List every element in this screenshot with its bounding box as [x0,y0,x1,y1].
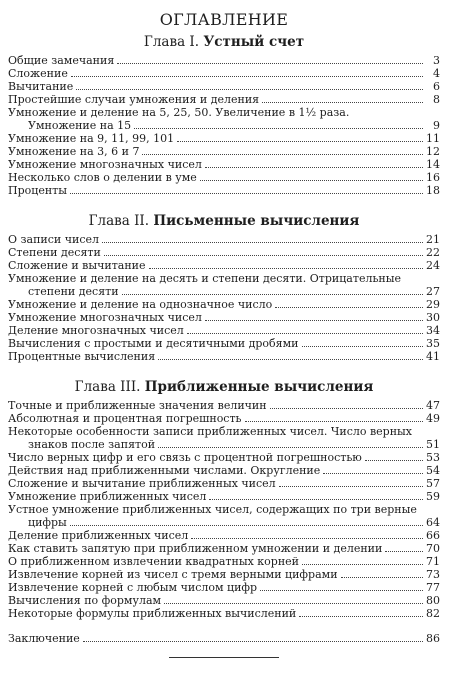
entry-page-number: 30 [426,311,440,324]
dot-leader [323,473,423,474]
chapter-number: Глава II. [88,213,150,229]
entry-text: Деление приближенных чисел [8,529,189,542]
entry-text: Умножение многозначных чисел [8,311,202,324]
entry-page-number: 57 [426,477,440,490]
entry-page-number: 12 [426,145,440,158]
entry-page-number: 66 [426,529,440,542]
toc-entry[interactable] [8,158,440,171]
entry-page-number: 22 [426,246,440,259]
entry-page-number: 3 [433,54,440,67]
dot-leader [341,577,423,578]
toc-entry[interactable] [8,451,440,464]
entry-page-number: 18 [426,184,440,197]
toc-entry[interactable] [8,594,440,607]
entry-text: степени десяти [28,285,119,298]
entry-text-first-line: Умножение и деление на 5, 25, 50. Увеличение в 1½ раза. [8,106,350,119]
toc-entry[interactable] [8,568,440,581]
toc-entry[interactable] [8,607,440,620]
entry-page-number: 49 [426,412,440,425]
entry-page-number: 35 [426,337,440,350]
entry-wrap [8,425,440,451]
chapter-entries [8,233,440,363]
entry-text: О записи чисел [8,233,99,246]
entry-page-number: 86 [426,632,440,645]
dot-leader [302,346,424,347]
conclusion-block [8,632,440,645]
entry-page-number: 82 [426,607,440,620]
dot-leader [205,167,423,168]
entry-page-number: 4 [433,67,440,80]
toc-entry[interactable] [8,145,440,158]
entry-text: Несколько слов о делении в уме [8,171,197,184]
entry-text: Число верных цифр и его связь с процентной погрешностью [8,451,362,464]
entry-page-number: 51 [426,438,440,451]
dot-leader [365,460,423,461]
entry-text-continuation [8,119,440,132]
entry-page-number: 9 [433,119,440,132]
entry-text: цифры [28,516,67,529]
entry-text: Умножение на 3, 6 и 7 [8,145,140,158]
dot-leader [158,359,423,360]
entry-text: Действия над приближенными числами. Округление [8,464,321,477]
chapters-container [8,30,440,620]
entry-page-number: 73 [426,568,440,581]
toc-entry[interactable] [8,132,440,145]
entry-text: Умножение на 9, 11, 99, 101 [8,132,175,145]
toc-entry[interactable] [8,503,440,529]
entry-page-number: 16 [426,171,440,184]
dot-leader [177,141,423,142]
toc-entry[interactable] [8,529,440,542]
entry-text: Общие замечания [8,54,115,67]
entry-page-number: 21 [426,233,440,246]
entry-page-number: 34 [426,324,440,337]
entry-text-continuation [8,285,440,298]
dot-leader [187,333,423,334]
entry-text: Деление многозначных чисел [8,324,184,337]
entry-text: Умножение и деление на однозначное число [8,298,273,311]
entry-text: Как ставить запятую при приближенном умножении и делении [8,542,383,555]
chapter-heading [8,30,440,54]
toc-entry[interactable] [8,542,440,555]
entry-text-first-line: Умножение и деление на десять и степени десяти. Отрицательные [8,272,402,285]
dot-leader [200,180,423,181]
entry-page-number: 47 [426,399,440,412]
toc-entry[interactable] [8,246,440,259]
entry-text: Извлечение корней с любым числом цифр [8,581,258,594]
dot-leader [164,603,423,604]
entry-page-number: 6 [433,80,440,93]
toc-entry[interactable] [8,477,440,490]
toc-entry[interactable] [8,298,440,311]
chapter-name: Устный счет [203,34,305,50]
entry-page-number: 64 [426,516,440,529]
dot-leader [275,307,423,308]
entry-page-number: 11 [426,132,440,145]
entry-text: Сложение и вычитание приближенных чисел [8,477,276,490]
dot-leader [134,128,423,129]
entry-text: знаков после запятой [28,438,156,451]
toc-entry[interactable] [8,259,440,272]
entry-text: Проценты [8,184,68,197]
entry-page-number: 27 [426,285,440,298]
entry-page-number: 53 [426,451,440,464]
chapter-entries [8,399,440,620]
dot-leader [191,538,423,539]
toc-entry[interactable] [8,350,440,363]
chapter-name: Письменные вычисления [153,213,360,229]
toc-entry[interactable] [8,67,440,80]
dot-leader [262,102,423,103]
dot-leader [260,590,423,591]
dot-leader [76,89,423,90]
toc-entry[interactable] [8,412,440,425]
entry-text-continuation [8,516,440,529]
entry-text: Простейшие случаи умножения и деления [8,93,260,106]
toc-entry[interactable] [8,184,440,197]
entry-text: Умножение многозначных чисел [8,158,202,171]
bottom-separator-line [169,657,279,658]
entry-page-number: 14 [426,158,440,171]
chapter-number: Глава III. [74,379,141,395]
toc-entry[interactable] [8,324,440,337]
entry-page-number: 29 [426,298,440,311]
entry-page-number: 80 [426,594,440,607]
dot-leader [104,255,423,256]
entry-text: Некоторые формулы приближенных вычислений [8,607,297,620]
entry-text: О приближенном извлечении квадратных корней [8,555,300,568]
entry-text: Абсолютная и процентная погрешность [8,412,242,425]
entry-text: Точные и приближенные значения величин [8,399,267,412]
chapter-entries [8,54,440,197]
toc-entry[interactable] [8,54,440,67]
toc-entry-conclusion[interactable] [8,632,440,645]
entry-text: Сложение [8,67,68,80]
entry-wrap [8,272,440,298]
entry-page-number: 70 [426,542,440,555]
entry-text: Извлечение корней из чисел с тремя верными цифрами [8,568,338,581]
dot-leader [205,320,423,321]
entry-page-number: 77 [426,581,440,594]
toc-entry[interactable] [8,581,440,594]
dot-leader [209,499,423,500]
entry-text: Вычисления по формулам [8,594,162,607]
dot-leader [70,193,423,194]
toc-entry[interactable] [8,425,440,451]
entry-page-number: 41 [426,350,440,363]
toc-entry[interactable] [8,490,440,503]
entry-page-number: 8 [433,93,440,106]
entry-text-continuation [8,438,440,451]
dot-leader [299,616,423,617]
entry-text: Вычитание [8,80,74,93]
toc-entry[interactable] [8,399,440,412]
toc-entry[interactable] [8,337,440,350]
toc-title: ОГЛАВЛЕНИЕ [159,10,289,29]
toc-entry[interactable] [8,311,440,324]
entry-text: Заключение [8,632,80,645]
dot-leader [142,154,423,155]
entry-text: Умножение приближенных чисел [8,490,207,503]
dot-leader [158,447,423,448]
entry-wrap [8,106,440,132]
entry-text: Сложение и вычитание [8,259,146,272]
entry-text: Процентные вычисления [8,350,156,363]
chapter-heading [8,375,440,399]
toc-entry[interactable] [8,106,440,132]
entry-text: Вычисления с простыми и десятичными дробями [8,337,299,350]
dot-leader [71,76,423,77]
entry-text-first-line: Устное умножение приближенных чисел, содержащих по три верные [8,503,417,516]
toc-entry[interactable] [8,93,440,106]
entry-page-number: 24 [426,259,440,272]
entry-page-number: 59 [426,490,440,503]
dot-leader [117,63,423,64]
entry-page-number: 54 [426,464,440,477]
entry-text-first-line: Некоторые особенности записи приближенных чисел. Число верных [8,425,413,438]
entry-wrap [8,503,440,529]
chapter-name: Приближенные вычисления [144,379,374,395]
dot-leader [102,242,423,243]
dot-leader [70,525,423,526]
toc-entry[interactable] [8,272,440,298]
chapter-heading [8,209,440,233]
dot-leader [149,268,423,269]
entry-text: Степени десяти [8,246,101,259]
toc-entry[interactable] [8,555,440,568]
entry-text: Умножение на 15 [28,119,132,132]
dot-leader [245,421,423,422]
toc-entry[interactable] [8,464,440,477]
dot-leader [122,294,423,295]
entry-page-number: 71 [426,555,440,568]
toc-entry[interactable] [8,233,440,246]
toc-entry[interactable] [8,80,440,93]
dot-leader [270,408,423,409]
chapter-number: Глава I. [143,34,200,50]
dot-leader [83,641,423,642]
dot-leader [302,564,423,565]
dot-leader [385,551,423,552]
dot-leader [279,486,423,487]
toc-entry[interactable] [8,171,440,184]
